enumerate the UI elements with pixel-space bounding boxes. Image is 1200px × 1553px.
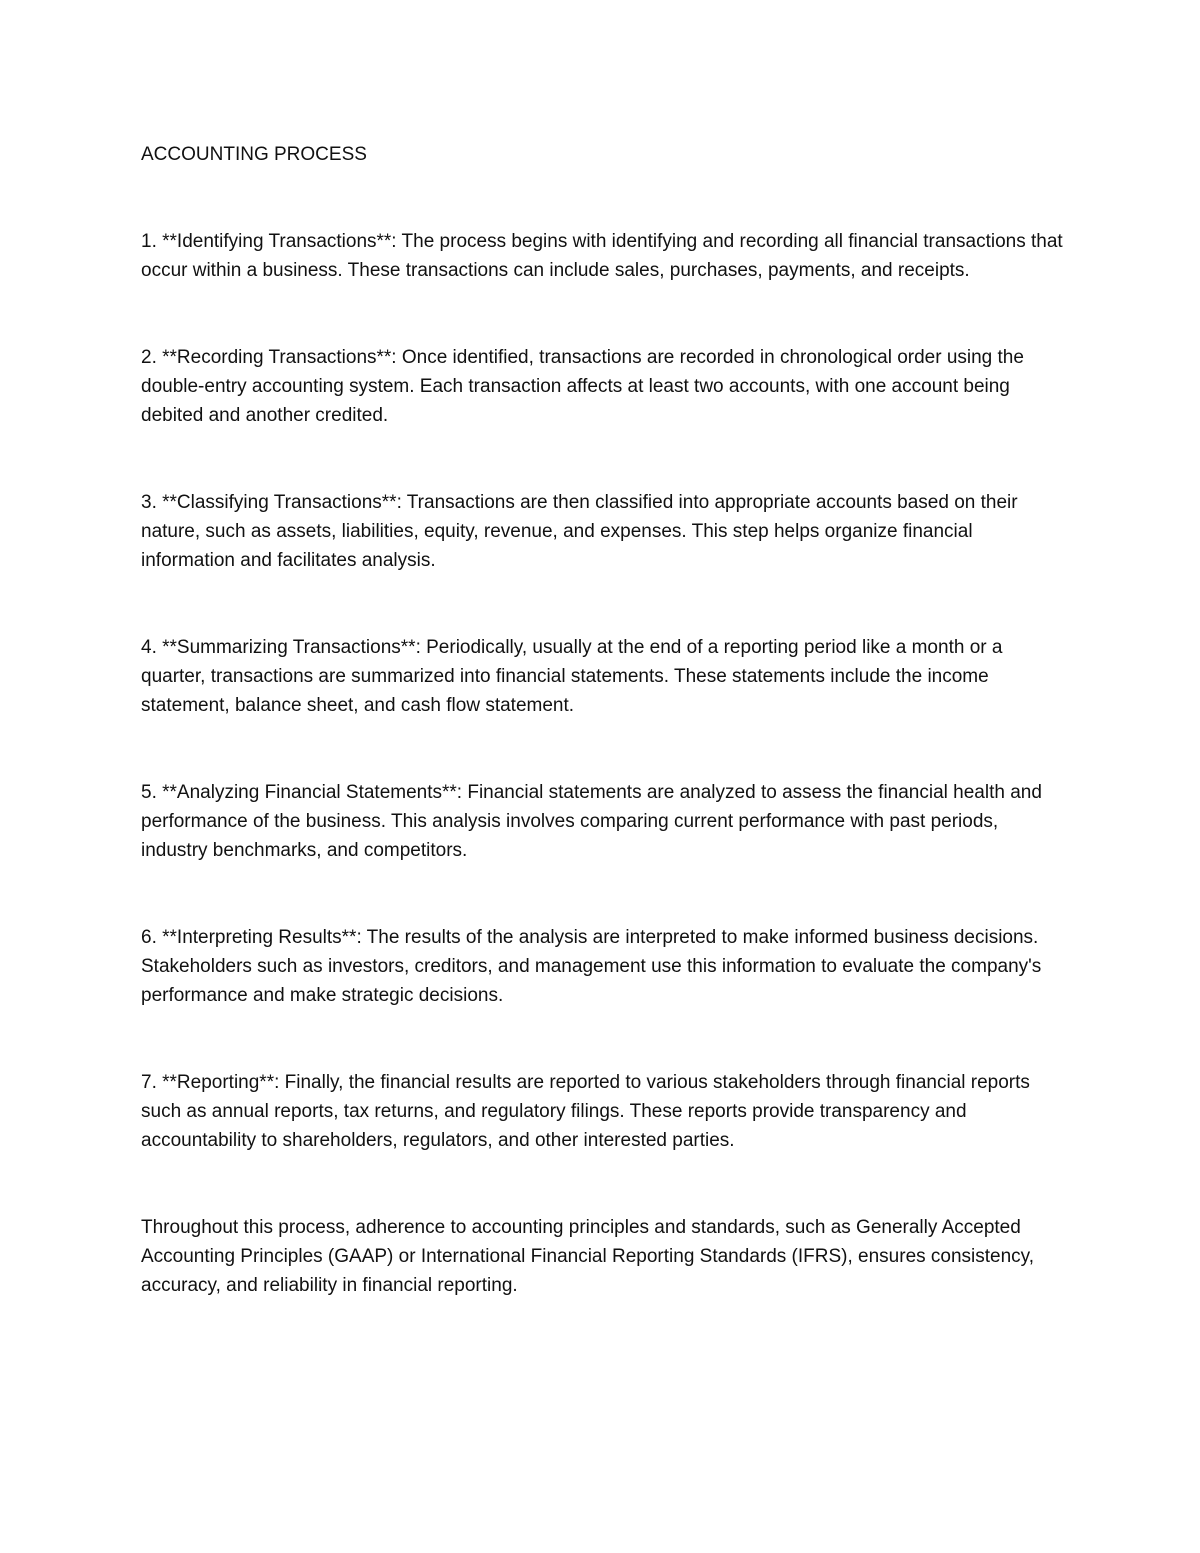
step-reporting: 7. **Reporting**: Finally, the financial results are reported to various stakeholders through financial reports such as annual reports, tax returns, and regulatory filings. These reports provide transparency and accountability to shareholders, regulators, and other interested parties. xyxy=(141,1072,1030,1151)
closing-paragraph: Throughout this process, adherence to accounting principles and standards, such as Generally Accepted Accounting Principles (GAAP) or International Financial Reporting Standards (IFRS), ensures consistency, accuracy, and reliability in financial reporting. xyxy=(141,1217,1035,1296)
step-identifying-transactions: 1. **Identifying Transactions**: The process begins with identifying and recording all financial transactions that occur within a business. These transactions can include sales, purchases, payments, and receipts. xyxy=(141,231,1063,281)
step-recording-transactions: 2. **Recording Transactions**: Once identified, transactions are recorded in chronological order using the double-entry accounting system. Each transaction affects at least two accounts, with one account being debited and another credited. xyxy=(141,347,1024,426)
document-title: ACCOUNTING PROCESS xyxy=(141,144,367,165)
step-summarizing-transactions: 4. **Summarizing Transactions**: Periodically, usually at the end of a reporting period like a month or a quarter, transactions are summarized into financial statements. These statements include the income statement, balance sheet, and cash flow statement. xyxy=(141,637,1003,716)
document-body xyxy=(141,140,1066,1358)
step-analyzing-financial-statements: 5. **Analyzing Financial Statements**: Financial statements are analyzed to assess the financial health and performance of the business. This analysis involves comparing current performance with past periods, industry benchmarks, and competitors. xyxy=(141,782,1042,861)
step-classifying-transactions: 3. **Classifying Transactions**: Transactions are then classified into appropriate accounts based on their nature, such as assets, liabilities, equity, revenue, and expenses. This step helps organize financial information and facilitates analysis. xyxy=(141,492,1018,571)
step-interpreting-results: 6. **Interpreting Results**: The results of the analysis are interpreted to make informed business decisions. Stakeholders such as investors, creditors, and management use this information to evaluate the company's performance and make strategic decisions. xyxy=(141,927,1042,1006)
